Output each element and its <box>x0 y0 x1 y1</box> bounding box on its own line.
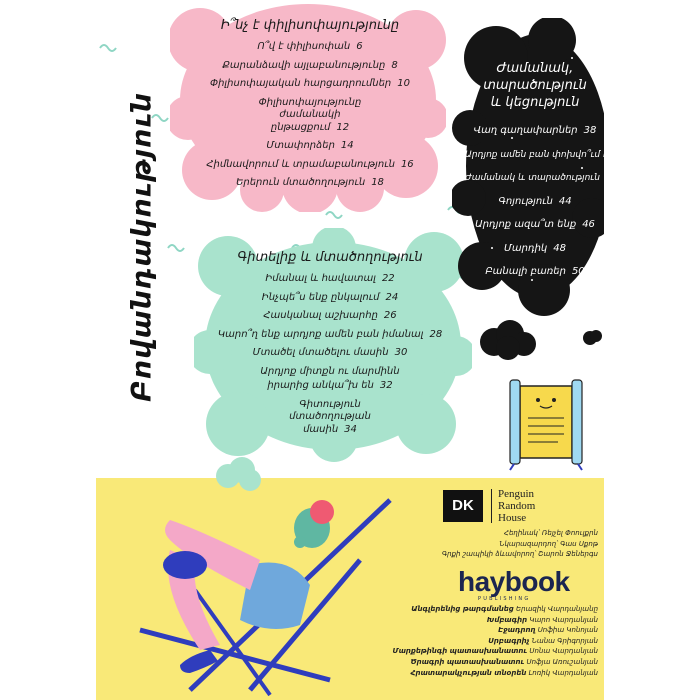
toc-item[interactable]: Ժամանակ և տարածություն 42 <box>465 173 618 183</box>
toc-item[interactable]: Երերուն մտածողություն 18 <box>236 177 384 188</box>
toc-item[interactable]: Հասկանալ աշխարհը 26 <box>263 310 397 321</box>
section-heading: Ի՞նչ է փիլիսոփայությունը <box>220 18 400 33</box>
toc-item[interactable]: Մտածել մտածելու մասին 30 <box>252 347 408 358</box>
section-heading: Ժամանակ, տարածություն և կեցություն <box>483 61 587 110</box>
scroll-character-illustration <box>500 372 592 472</box>
reclining-reader-illustration <box>100 480 400 700</box>
logo-divider <box>491 489 492 523</box>
toc-item[interactable]: Արդյոք ամեն բան փոխվո՞ւմ է 40 <box>465 149 626 160</box>
credit-line: Հրատարակչության տնօրեն Լոռիկ Վարդանյան <box>410 668 598 677</box>
toc-item[interactable]: Մտափորձեր 14 <box>266 140 354 151</box>
section-heading: Գիտելիք և մտածողություն <box>237 250 423 265</box>
original-credits: Հեղինակ՝ Ռեյչել Փոուլքրն Նկարազարդող՝ Գաս Սքոթ Գրքի շապիկի ձևավորող՝ Շարոն Ջեներգս <box>441 529 598 558</box>
contents-title: Բովանդակություն <box>126 91 158 403</box>
credit-line: Խմբագիր Կարո Վարդանյան <box>486 615 598 624</box>
credit-line: Անգլերենից թարգմանեց Երազիկ Վարդանյանը <box>411 605 598 613</box>
toc-item[interactable]: Արդյոք ազա՞տ ենք 46 <box>475 219 595 230</box>
toc-item[interactable]: Քարանձավի այլաբանությունը 8 <box>222 59 398 71</box>
toc-item[interactable]: իրարից անկա՞խ են 32 <box>267 380 393 391</box>
toc-item[interactable]: Հիմնավորում և տրամաբանություն 16 <box>206 158 414 170</box>
credit-line: Մարքեթինգի պատասխանատու Սոնա Վարդանյան <box>392 647 598 656</box>
toc-section-philosophy <box>190 18 430 196</box>
toc-item[interactable]: Մարդիկ 48 <box>503 242 567 254</box>
toc-item[interactable]: Փիլիսոփայական հարցադրումներ 10 <box>209 78 410 89</box>
toc-item[interactable]: Փիլիսոփայությունը ժամանակի ընթացքում 12 <box>258 96 362 133</box>
toc-item[interactable]: Գիտություն մտածողության մասին 34 <box>289 398 371 435</box>
armenian-edition-credits <box>380 604 598 678</box>
toc-item[interactable]: Կարո՞ղ ենք արդյոք ամեն բան իմանալ 28 <box>217 328 443 340</box>
toc-item[interactable]: Վաղ գաղափարներ 38 <box>473 125 597 136</box>
haybook-logo: haybook <box>458 566 570 597</box>
credit-line: Ծրագրի պատասխանատու Սոֆյա Առուշանյան <box>410 657 598 666</box>
small-dark-cloud <box>478 318 538 360</box>
tiny-dark-cloud <box>582 328 602 346</box>
credit-line: Սրբագրիչ Նանա Գրիգորյան <box>488 636 598 645</box>
toc-section-time-space <box>465 60 626 285</box>
toc-item[interactable]: Արդյոք միտքն ու մարմինն <box>260 365 400 377</box>
dk-logo: DK <box>443 490 483 522</box>
credit-line: Էջադրող Սոֆիա Կոնոյան <box>498 626 598 635</box>
toc-section-knowledge <box>210 250 450 442</box>
penguin-random-house-logo: Penguin Random House <box>498 488 536 524</box>
toc-item[interactable]: Բանալի բառեր 50 <box>485 266 585 277</box>
toc-item[interactable]: Ո՞վ է փիլիսոփան 6 <box>257 41 363 52</box>
toc-item[interactable]: Իմանալ և հավատալ 22 <box>265 273 395 284</box>
toc-item[interactable]: Գոյություն 44 <box>498 195 572 207</box>
toc-item[interactable]: Ինչպե՞ս ենք ընկալում 24 <box>261 291 399 303</box>
haybook-logo-sub: PUBLISHING <box>478 596 531 602</box>
